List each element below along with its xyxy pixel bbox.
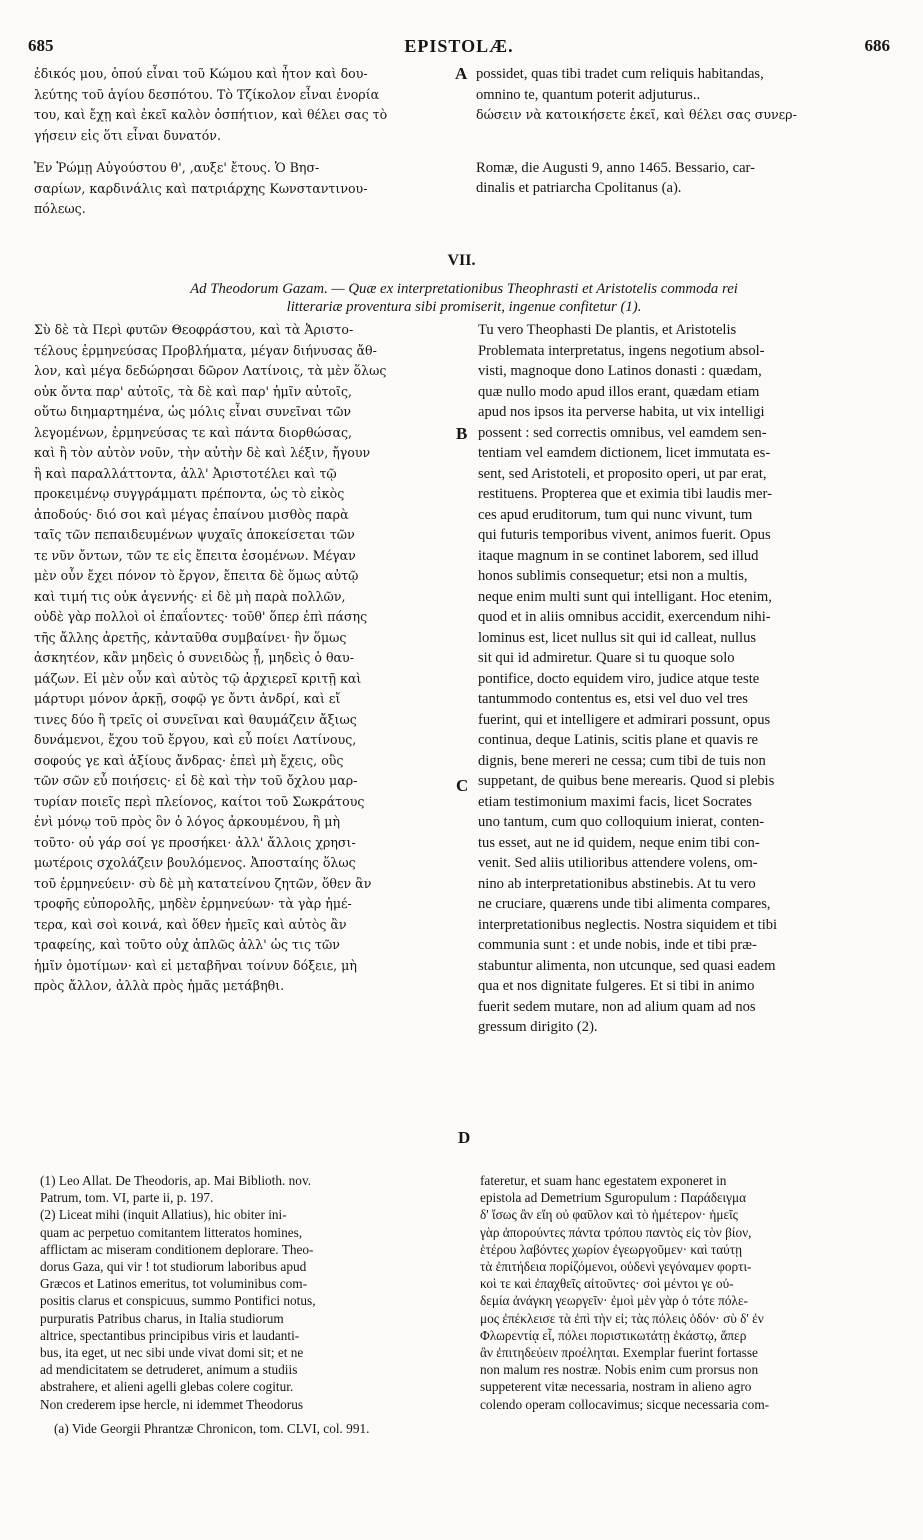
text-line: ἐδικός μου, ὁπού εἶναι τοῦ Κώμου καὶ ἦτον καὶ δου- (34, 66, 368, 81)
text-line: dorus Gaza, qui vir ! tot studiorum laboribus apud (40, 1259, 307, 1275)
text-line: qui futuris temporibus vivent, animos fuerit. Opus (478, 527, 771, 543)
text-line: τε νῦν ὄντων, τῶν τε εἰς ἔπειτα ἐσομένων. Μέγαν (34, 547, 356, 563)
greek-text-column (34, 320, 454, 997)
text-line: itaque magnum in se continet laborem, sed illud (478, 547, 759, 564)
text-line: tantummodo contentus es, etsi vel duo vel tres (478, 691, 748, 707)
text-line: uno tantum, cum quo colloquium inierat, conten- (478, 814, 765, 830)
summary-line: litterariæ proventura sibi promiserit, ingenue confitetur (1). (286, 299, 642, 315)
text-line: Ἐν Ῥώμῃ Αὐγούστου θ', ,αυξε' ἔτους. Ὁ Βησ- (34, 160, 320, 175)
text-line: suppetant, de quibus bene merearis. Quod si plebis (478, 773, 775, 789)
text-line: stabuntur alimenta, non utcunque, sed quasi eadem (478, 957, 776, 974)
top-latin-column (476, 64, 894, 199)
running-title: EPISTOLÆ. (404, 36, 514, 56)
text-line: non malum res nostræ. Nobis enim cum prorsus non (480, 1362, 759, 1378)
text-line: τοῦτο· οὐ γάρ σοί γε προσήκει· ἀλλ' ἄλλοις χρησι- (34, 834, 356, 850)
text-line: fuerit sedem mutare, non ad alium quam ad nos (478, 998, 756, 1015)
margin-letter-c: C (456, 776, 469, 795)
text-line: προκειμένῳ συγγράμματι πρέποντα, ὡς τὸ εἰκὸς (34, 486, 345, 501)
text-line: quod et in aliis omnibus accidit, exercendum nihi- (478, 609, 771, 625)
text-line: etiam testimonium maximi facis, licet Socrates (478, 793, 752, 810)
text-line: (2) Liceat mihi (inquit Allatius), hic obiter ini- (40, 1207, 287, 1223)
text-line: λεύτης τοῦ ἁγίου δεσπότου. Τὸ Τζίκολον εἶναι ἐνορία (34, 86, 380, 102)
text-line: ces apud eruditorum, tum qui nunc vivunt, tum (478, 506, 753, 523)
text-line: τὰ ἐπιτήδεια πορίζόμενοι, οὐδενὶ γεγόναμεν φορτι- (480, 1259, 752, 1275)
text-line: σαρίων, καρδινάλις καὶ πατριάρχης Κωνσταντινου- (34, 180, 368, 196)
text-line: ταῖς τῶν πεπαιδευμένων ψυχαῖς ἀποκείσεται τῶν (34, 527, 355, 542)
latin-text-column (478, 320, 894, 1038)
text-line: τραφείης, καὶ τοῦτο οὐχ ἁπλῶς ἀλλ' ὡς τις τῶν (34, 937, 340, 952)
text-line: sent, sed Aristoteli, et proposito operi, ut par erat, (478, 465, 767, 482)
text-line: οὐκ ὄντα παρ' αὐτοῖς, τὰ δὲ καὶ παρ' ἡμῖν αὐτοῖς, (34, 383, 352, 399)
text-line: μὲν οὖν ἔχει πόνον τὸ ἔργον, ἔπειτα δὲ ὅμως αὐτῷ (34, 568, 359, 583)
text-line: κοὶ τε καὶ ἐπαχθεῖς αἰτοῦντες· σοὶ μέντοι γε οὐ- (480, 1276, 734, 1292)
text-line: τερα, καὶ σοὶ κοινά, καὶ ὅθεν ἡμεῖς καὶ αὐτὸς ἂν (34, 916, 347, 932)
text-line: γήσειν εἰς ὅτι εἶναι δυνατόν. (34, 127, 221, 143)
text-line: ἐνὶ μόνῳ τοῦ πρὸς ὃν ὁ λόγος ἀρκουμένου, ἢ μὴ (34, 814, 341, 829)
text-line: πρὸς ἄλλον, ἀλλὰ πρὸς ἡμᾶς μετάβηθι. (34, 978, 285, 993)
text-line: (1) Leo Allat. De Theodoris, ap. Mai Biblioth. nov. (40, 1173, 312, 1188)
text-line: μος ἐπέκλεισε τὰ ἐπὶ τὴν εἰ; τὰς πόλεις ὁδόν· σὺ δ' ἐν (480, 1310, 764, 1326)
text-line: ad mendicitatem se detruderet, animum a studiis (40, 1362, 298, 1378)
text-line: nino ab interpretationibus abstinebis. At tu vero (478, 875, 756, 892)
text-line: του, καὶ ἔχῃ καὶ ἐκεῖ καλὸν ὁσπήτιον, καὶ θέλει σας τὸ (34, 107, 388, 122)
text-line: Græcos et Latinos emeritus, tot voluminibus com- (40, 1276, 308, 1292)
text-line: τυρίαν ποιεῖς περὶ πλείονος, καίτοι τοῦ Σωκράτους (34, 793, 365, 809)
text-line: ne cruciare, quærens unde tibi alimenta compares, (478, 896, 771, 912)
text-line: omnino te, quantum poterit adjuturus.. (476, 86, 701, 103)
text-line: καὶ ἢ τὸν αὐτὸν νοῦν, τὴν αὐτὴν δὲ καὶ λέξιν, ἤγουν (34, 445, 371, 460)
text-line: τέλους ἑρμηνεύσας Προβλήματα, μέγαν διήνυσας ἄθ- (34, 342, 377, 358)
margin-letter-b: B (456, 424, 468, 443)
top-greek-column (34, 64, 452, 220)
footnotes-right-column (480, 1172, 894, 1413)
text-line: ἀσκητέον, κἂν μηδεὶς ὁ συνειδὼς ᾖ, μηδεὶς ὁ θαυ- (34, 650, 354, 665)
text-line: qua et nos dignitate fulgeres. Et si tibi in animo (478, 978, 755, 994)
text-line: lominus est, licet nullus sit qui id calleat, nullus (478, 629, 757, 646)
text-line: altrice, spectantibus principibus viris et laudanti- (40, 1327, 300, 1343)
text-line: τῆς ἄλλης ἀρετῆς, κἀνταῦθα συμβαίνει· ἣν ὅμως (34, 629, 347, 645)
text-line: λεγομένων, ἑρμηνεύσας τε καὶ πάντα διορθώσας, (34, 424, 353, 440)
text-line: restituens. Propterea que et eximia tibi laudis mer- (478, 486, 772, 502)
text-line: δεμία ἀνάγκη γεωργεῖν· ἐμοὶ μὲν γὰρ ὁ τότε πόλε- (480, 1293, 748, 1309)
text-line: fateretur, et suam hanc egestatem exponeret in (480, 1173, 727, 1188)
text-line: colendo operam collocavimus; sicque necessaria com- (480, 1396, 770, 1412)
text-line: possidet, quas tibi tradet cum reliquis habitandas, (476, 66, 764, 82)
text-line: ἂν ἐπιτηδεύειν προέληται. Exemplar fuerint fortasse (480, 1345, 758, 1361)
text-line: purpuratis Patribus charus, in Italia studiorum (40, 1310, 284, 1326)
text-line: quæ nullo modo apud illos erant, quædam etiam (478, 383, 760, 400)
text-line: fuerint, qui et intelligere et admirari possunt, opus (478, 711, 771, 728)
text-line: positis clarus et conspicuus, summo Pontifici notus, (40, 1293, 316, 1309)
text-line: dinalis et patriarcha Cpolitanus (a). (476, 180, 682, 196)
section-number: VII. (447, 252, 476, 269)
text-line: μωτέροις σχολάζειν βουλόμενος. Ἀποσταίης ὅλως (34, 855, 356, 870)
text-line: suppeterent vitæ necessaria, nostram in alieno agro (480, 1379, 752, 1395)
text-line: communia sunt : et unde nobis, inde et tibi præ- (478, 937, 757, 953)
text-line: Patrum, tom. VI, parte ii, p. 197. (40, 1190, 214, 1206)
text-line: interpretationibus neglectis. Nostra siquidem et tibi (478, 916, 778, 933)
text-line: Φλωρεντίᾳ εἶ, πόλει ποριστικωτάτῃ ἑκάστῳ, ἅπερ (480, 1327, 747, 1343)
text-line: quam ac perpetuo comitantem litteratos homines, (40, 1224, 303, 1240)
text-line: bus, ita eget, ut nec sibi unde vivat domi sit; et ne (40, 1345, 304, 1361)
text-line: dignis, bene mereri ne cessa; cum tibi de tuis non (478, 752, 766, 769)
text-line: σοφούς γε καὶ ἀξίους ἄνδρας· ἐπεὶ μὴ ἔχεις, οὓς (34, 752, 344, 768)
text-line: οὐδὲ γὰρ πολλοὶ οἱ ἐπαΐοντες· τοῦθ' ὅπερ ἐπὶ πάσης (34, 609, 368, 624)
text-line: ἑτέρου λαβόντες χωρίον ἐγεωργοῦμεν· καὶ ταύτῃ (480, 1241, 743, 1257)
page-header (28, 36, 890, 60)
text-line: τοῦ ἑρμηνεύειν· σὺ δὲ μὴ κατατείνου ζητῶν, ὅθεν ἂν (34, 875, 372, 891)
text-line: ἢ καὶ παραλλάττοντα, ἀλλ' Ἀριστοτέλει καὶ τῷ (34, 465, 337, 481)
bottom-note: (a) Vide Georgii Phrantzæ Chronicon, tom. CLVI, col. 991. (54, 1421, 370, 1436)
text-line: ἡμῖν ὁμοτίμων· καὶ εἰ μεταβῆναι τοίνυν δόξειε, μὴ (34, 957, 357, 973)
text-line: pontifice, docto equidem viro, judice atque teste (478, 670, 760, 687)
text-line: abstrahere, et alieni agelli glebas colere cogitur. (40, 1379, 294, 1395)
text-line: οὕτω διημαρτημένα, ὡς μόλις εἶναι συνεῖναι τῶν (34, 404, 352, 419)
right-page-number: 686 (864, 36, 890, 55)
margin-letter-a: A (455, 64, 468, 83)
text-line: continua, deque Latinis, scitis plane et quavis re (478, 732, 759, 748)
text-line: visti, magnoque dono Latinos donasti : quædam, (478, 363, 762, 379)
text-line: τροφῆς εὐπορολῆς, μηδὲν ἑρμηνεύων· τὰ γὰρ ἡμέ- (34, 896, 352, 911)
text-line: τινες δύο ἢ τρεῖς οἱ συνεῖναι καὶ θαυμάζειν ἄξιως (34, 711, 357, 727)
text-line: ἀποδούς· διό σοι καὶ μέγας ἐπαίνου μισθὸς παρὰ (34, 506, 349, 522)
text-line: tus esset, aut ne id quidem, neque enim tibi con- (478, 834, 760, 851)
text-line: neque enim multi sunt qui intelligant. Hoc etenim, (478, 588, 772, 605)
text-line: πόλεως. (34, 201, 86, 216)
text-line: epistola ad Demetrium Sguropulum : Παράδειγμα (480, 1190, 747, 1206)
margin-letter-d: D (458, 1128, 471, 1147)
text-line: καὶ τιμή τις οὐκ ἀγεννής· εἰ δὲ μὴ παρὰ πολλῶν, (34, 588, 346, 604)
text-line: γὰρ ἀπορούντες πάντα τρόπου παντὸς εἰς τὸν βίον, (480, 1224, 752, 1240)
text-line: Σὺ δὲ τὰ Περὶ φυτῶν Θεοφράστου, καὶ τὰ Ἀριστο- (34, 322, 354, 337)
left-page-number: 685 (28, 36, 54, 55)
text-line: possent : sed correctis omnibus, vel eamdem sen- (478, 424, 767, 441)
text-line: μάζων. Εἰ μὲν οὖν καὶ αὐτὸς τῷ ἀρχιερεῖ κριτῇ καὶ (34, 670, 362, 686)
letter-summary (84, 280, 844, 316)
text-line: gressum dirigito (2). (478, 1019, 598, 1035)
text-line: δ' ἴσως ἂν εἴη οὐ φαῦλον καὶ τὸ ἡμέτερον· ἡμεῖς (480, 1207, 738, 1223)
text-line: λον, καὶ μέγα δεδώρησαι δῶρον Λατίνοις, τὰ μὲν ὅλως (34, 363, 387, 378)
text-line: τῶν σῶν εὖ ποιήσεις· εἰ δὲ καὶ τὴν τοῦ ὄχλου μαρ- (34, 773, 358, 788)
text-line: afflictam ac miseram conditionem deplorare. Theo- (40, 1241, 314, 1257)
text-line: Problemata interpretatus, ingens negotium absol- (478, 342, 765, 359)
footnotes-left-column (40, 1172, 458, 1413)
text-line: Non crederem ipse hercle, ni idemmet Theodorus (40, 1396, 304, 1412)
summary-line: Ad Theodorum Gazam. — Quæ ex interpretationibus Theophrasti et Aristotelis commoda rei (190, 281, 738, 297)
text-line: Romæ, die Augusti 9, anno 1465. Bessario, car- (476, 159, 755, 176)
text-line: δώσειν νὰ κατοικήσετε ἐκεῖ, καὶ θέλει σας συνερ- (476, 107, 797, 122)
text-line: sit qui id admiretur. Quare si tu quoque solo (478, 650, 735, 666)
text-line: honos sublimis consequetur; etsi non a multis, (478, 568, 748, 584)
text-line: Tu vero Theophasti De plantis, et Aristotelis (478, 322, 737, 338)
text-line: μάρτυρι μόνον ἀρκῇ, σοφῷ γε ὄντι ἀνδρί, καὶ εἴ (34, 691, 341, 706)
text-line: venit. Sed aliis utilioribus attendere volens, om- (478, 855, 758, 871)
text-line: tentiam vel eamdem dictionem, licet immutata es- (478, 445, 771, 461)
text-line: δυνάμενοι, ἔχου τοῦ ἔργου, καὶ εὖ ποίει Λατίνους, (34, 732, 357, 747)
text-line: apud nos ipsos ita perverse habita, ut vix intelligi (478, 404, 765, 420)
